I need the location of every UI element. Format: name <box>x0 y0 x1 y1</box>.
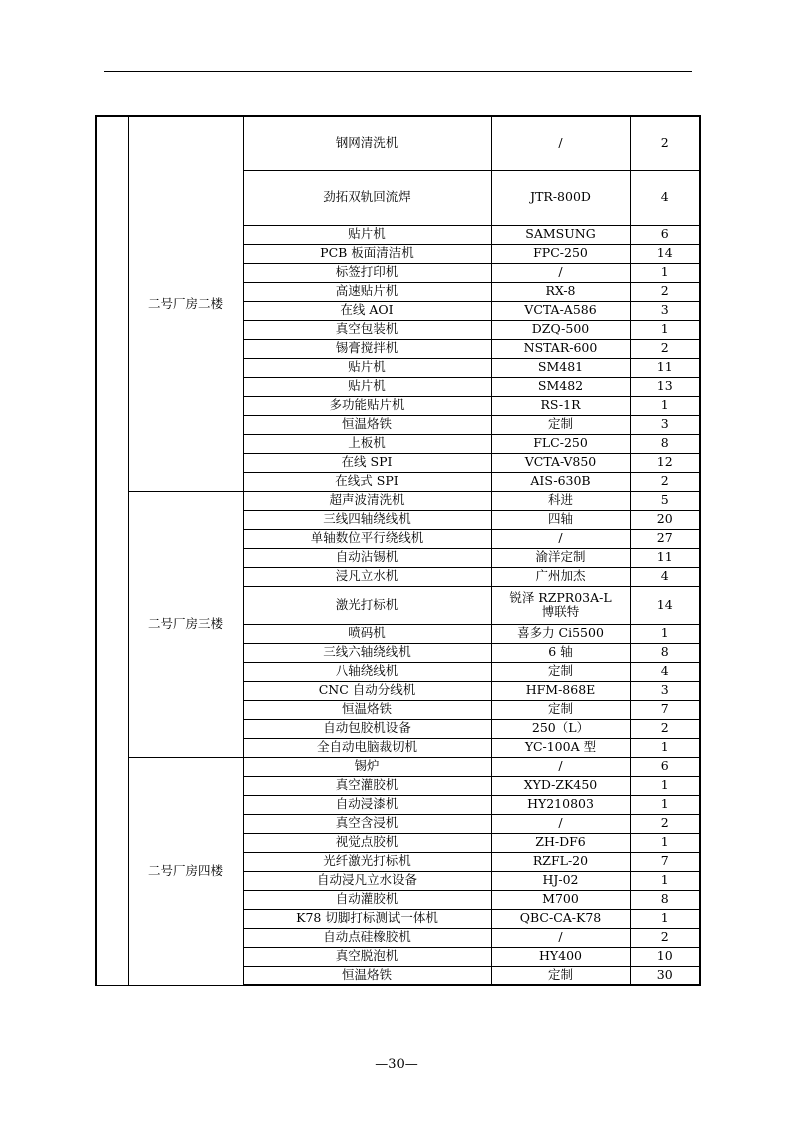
equipment-qty: 20 <box>630 510 700 529</box>
equipment-name: 在线式 SPI <box>243 472 491 491</box>
equipment-qty: 4 <box>630 567 700 586</box>
equipment-qty: 11 <box>630 358 700 377</box>
equipment-qty: 14 <box>630 244 700 263</box>
equipment-qty: 3 <box>630 415 700 434</box>
equipment-model: M700 <box>491 890 630 909</box>
equipment-qty: 1 <box>630 909 700 928</box>
floor-cell: 二号厂房三楼 <box>128 491 243 757</box>
equipment-qty: 3 <box>630 301 700 320</box>
equipment-model: / <box>491 529 630 548</box>
equipment-name: 真空脱泡机 <box>243 947 491 966</box>
equipment-model: NSTAR-600 <box>491 339 630 358</box>
equipment-qty: 1 <box>630 833 700 852</box>
equipment-model: 定制 <box>491 662 630 681</box>
model-line-2: 博联特 <box>541 604 580 619</box>
equipment-qty: 8 <box>630 643 700 662</box>
equipment-model <box>491 586 630 624</box>
equipment-model: 四轴 <box>491 510 630 529</box>
page-number: —30— <box>375 1057 418 1072</box>
equipment-model: VCTA-V850 <box>491 453 630 472</box>
equipment-name: 超声波清洗机 <box>243 491 491 510</box>
equipment-qty: 1 <box>630 396 700 415</box>
equipment-name: 标签打印机 <box>243 263 491 282</box>
equipment-name: 上板机 <box>243 434 491 453</box>
equipment-model: JTR-800D <box>491 170 630 225</box>
equipment-model: FLC-250 <box>491 434 630 453</box>
equipment-model: SM481 <box>491 358 630 377</box>
equipment-name: 真空含浸机 <box>243 814 491 833</box>
blank-left-column <box>96 116 128 985</box>
equipment-qty: 30 <box>630 966 700 985</box>
equipment-qty: 6 <box>630 757 700 776</box>
equipment-name: 高速贴片机 <box>243 282 491 301</box>
equipment-name: 恒温烙铁 <box>243 700 491 719</box>
equipment-qty: 1 <box>630 795 700 814</box>
equipment-name: 激光打标机 <box>243 586 491 624</box>
equipment-model: SAMSUNG <box>491 225 630 244</box>
equipment-name: 恒温烙铁 <box>243 415 491 434</box>
equipment-qty: 8 <box>630 890 700 909</box>
equipment-name: 三线四轴绕线机 <box>243 510 491 529</box>
equipment-qty: 2 <box>630 719 700 738</box>
equipment-name: 浸凡立水机 <box>243 567 491 586</box>
equipment-name: 三线六轴绕线机 <box>243 643 491 662</box>
equipment-qty: 12 <box>630 453 700 472</box>
equipment-name: 在线 SPI <box>243 453 491 472</box>
equipment-qty: 1 <box>630 624 700 643</box>
equipment-qty: 2 <box>630 339 700 358</box>
equipment-name: 自动点硅橡胶机 <box>243 928 491 947</box>
equipment-qty: 4 <box>630 662 700 681</box>
table-row <box>96 491 700 510</box>
model-line-1: 锐泽 RZPR03A-L <box>509 589 612 605</box>
equipment-qty: 10 <box>630 947 700 966</box>
equipment-name: 恒温烙铁 <box>243 966 491 985</box>
equipment-name: 锡炉 <box>243 757 491 776</box>
equipment-name: 自动包胶机设备 <box>243 719 491 738</box>
equipment-model: 定制 <box>491 700 630 719</box>
equipment-model: HY400 <box>491 947 630 966</box>
equipment-model: SM482 <box>491 377 630 396</box>
equipment-model: HY210803 <box>491 795 630 814</box>
equipment-name: 贴片机 <box>243 358 491 377</box>
equipment-model: 广州加杰 <box>491 567 630 586</box>
equipment-qty: 8 <box>630 434 700 453</box>
equipment-model: RS-1R <box>491 396 630 415</box>
equipment-qty: 13 <box>630 377 700 396</box>
equipment-model: QBC-CA-K78 <box>491 909 630 928</box>
equipment-name: 单轴数位平行绕线机 <box>243 529 491 548</box>
equipment-model: 6 轴 <box>491 643 630 662</box>
header-rule <box>104 71 692 72</box>
equipment-model: / <box>491 757 630 776</box>
equipment-name: 贴片机 <box>243 225 491 244</box>
equipment-model: 定制 <box>491 415 630 434</box>
equipment-name: PCB 板面清洁机 <box>243 244 491 263</box>
equipment-name: 八轴绕线机 <box>243 662 491 681</box>
equipment-model: 渝洋定制 <box>491 548 630 567</box>
equipment-model: HJ-02 <box>491 871 630 890</box>
equipment-model: XYD-ZK450 <box>491 776 630 795</box>
equipment-model: AIS-630B <box>491 472 630 491</box>
equipment-name: 在线 AOI <box>243 301 491 320</box>
equipment-qty: 1 <box>630 776 700 795</box>
equipment-model: / <box>491 116 630 170</box>
equipment-name: K78 切脚打标测试一体机 <box>243 909 491 928</box>
equipment-model: HFM-868E <box>491 681 630 700</box>
equipment-qty: 27 <box>630 529 700 548</box>
equipment-qty: 2 <box>630 472 700 491</box>
equipment-table <box>95 115 701 986</box>
equipment-name: 自动灌胶机 <box>243 890 491 909</box>
equipment-model: RZFL-20 <box>491 852 630 871</box>
floor-cell: 二号厂房二楼 <box>128 116 243 491</box>
equipment-name: 自动沾锡机 <box>243 548 491 567</box>
equipment-model: 喜多力 Ci5500 <box>491 624 630 643</box>
equipment-name: 锡膏搅拌机 <box>243 339 491 358</box>
equipment-model: YC-100A 型 <box>491 738 630 757</box>
equipment-name: 真空灌胶机 <box>243 776 491 795</box>
equipment-model: / <box>491 928 630 947</box>
equipment-qty: 5 <box>630 491 700 510</box>
table-row <box>96 116 700 170</box>
equipment-model: 科进 <box>491 491 630 510</box>
equipment-name: 自动浸凡立水设备 <box>243 871 491 890</box>
equipment-qty: 1 <box>630 871 700 890</box>
equipment-model: / <box>491 814 630 833</box>
table-row <box>96 757 700 776</box>
equipment-name: 劲拓双轨回流焊 <box>243 170 491 225</box>
equipment-name: 钢网清洗机 <box>243 116 491 170</box>
equipment-name: 贴片机 <box>243 377 491 396</box>
equipment-qty: 4 <box>630 170 700 225</box>
equipment-qty: 7 <box>630 852 700 871</box>
equipment-model: 250（L） <box>491 719 630 738</box>
equipment-model: DZQ-500 <box>491 320 630 339</box>
equipment-qty: 1 <box>630 320 700 339</box>
equipment-qty: 7 <box>630 700 700 719</box>
equipment-name: 多功能贴片机 <box>243 396 491 415</box>
equipment-name: 光纤激光打标机 <box>243 852 491 871</box>
equipment-qty: 1 <box>630 738 700 757</box>
floor-cell: 二号厂房四楼 <box>128 757 243 985</box>
equipment-qty: 2 <box>630 116 700 170</box>
equipment-qty: 3 <box>630 681 700 700</box>
equipment-model: VCTA-A586 <box>491 301 630 320</box>
equipment-name: 真空包装机 <box>243 320 491 339</box>
equipment-model: FPC-250 <box>491 244 630 263</box>
equipment-qty: 1 <box>630 263 700 282</box>
equipment-model: RX-8 <box>491 282 630 301</box>
equipment-qty: 2 <box>630 814 700 833</box>
equipment-name: 自动浸漆机 <box>243 795 491 814</box>
equipment-name: 全自动电脑裁切机 <box>243 738 491 757</box>
equipment-model: ZH-DF6 <box>491 833 630 852</box>
equipment-qty: 6 <box>630 225 700 244</box>
equipment-model: 定制 <box>491 966 630 985</box>
equipment-qty: 2 <box>630 928 700 947</box>
equipment-name: 喷码机 <box>243 624 491 643</box>
equipment-qty: 11 <box>630 548 700 567</box>
equipment-model: / <box>491 263 630 282</box>
equipment-qty: 2 <box>630 282 700 301</box>
equipment-name: 视觉点胶机 <box>243 833 491 852</box>
equipment-qty: 14 <box>630 586 700 624</box>
equipment-name: CNC 自动分线机 <box>243 681 491 700</box>
